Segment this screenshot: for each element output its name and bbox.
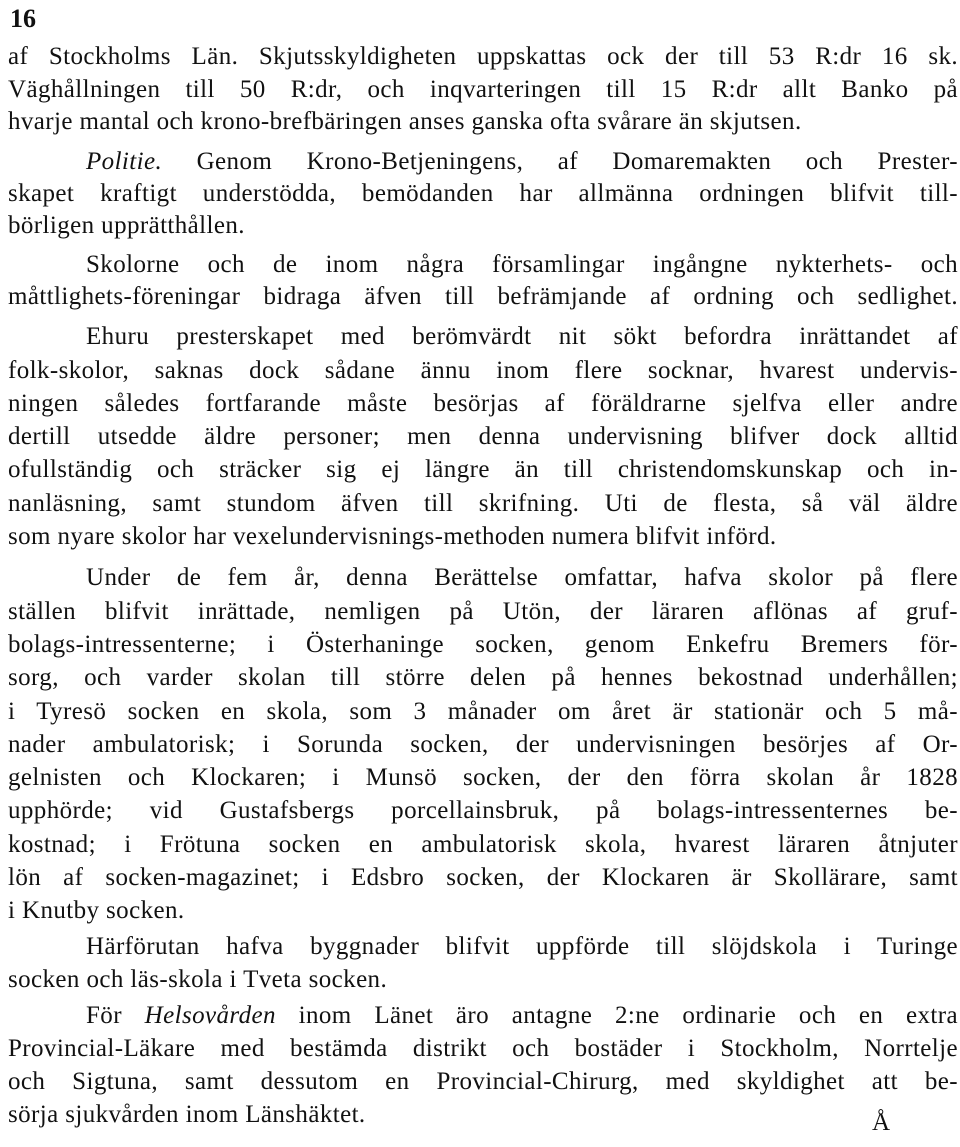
- text-line: sorg, och varder skolan till större delen på hennes bekostnad underhållen;: [8, 663, 958, 691]
- page-number: 16: [10, 4, 36, 33]
- text-line: ställen blifvit inrättade, nemligen på Utön, der läraren aflönas af gruf-: [8, 597, 958, 625]
- text-line: och Sigtuna, samt dessutom en Provincial-Chirurg, med skyldighet att be-: [8, 1067, 958, 1095]
- text-line: Väghållningen till 50 R:dr, och inqvarteringen till 15 R:dr allt Banko på: [8, 76, 958, 104]
- text-line: af Stockholms Län. Skjutsskyldigheten uppskattas ock der till 53 R:dr 16 sk.: [8, 43, 958, 70]
- text-line: folk-skolor, saknas dock sådane ännu inom flere socknar, hvarest undervis-: [8, 356, 958, 384]
- text-line: dertill utsedde äldre personer; men denna undervisning blifver dock alltid: [8, 422, 958, 450]
- text-line: i Tyresö socken en skola, som 3 månader om året är stationär och 5 må-: [8, 697, 958, 725]
- text-line: Provincial-Läkare med bestämda distrikt och bostäder i Stockholm, Norrtelje: [8, 1034, 958, 1062]
- text-line: som nyare skolor har vexelundervisnings-methoden numera blifvit införd.: [8, 523, 777, 551]
- catchword: Å: [872, 1109, 891, 1136]
- text-line: ofullständig och sträcker sig ej längre än till christendomskunskap och in-: [8, 456, 958, 483]
- text-span: inom Länet äro antagne 2:ne ordinarie och en extra: [298, 1001, 958, 1029]
- text-line: upphörde; vid Gustafsbergs porcellainsbruk, på bolags-intressenternes be-: [8, 797, 958, 825]
- text-line: måttlighets-föreningar bidraga äfven till befrämjande af ordning och sedlighet.: [8, 283, 958, 311]
- section-heading-helsovarden: Helsovården: [144, 1001, 276, 1029]
- text-line: [86, 1001, 958, 1031]
- text-span: För: [86, 1001, 122, 1029]
- text-line: skapet kraftigt understödda, bemödanden har allmänna ordningen blifvit till-: [8, 180, 958, 208]
- text-line: Skolorne och de inom några församlingar ingångne nykterhets- och: [86, 250, 958, 278]
- text-line: gelnisten och Klockaren; i Munsö socken, der den förra skolan år 1828: [8, 764, 958, 792]
- text-line: lön af socken-magazinet; i Edsbro socken, der Klockaren är Skollärare, samt: [8, 863, 958, 891]
- text-line: kostnad; i Frötuna socken en ambulatorisk skola, hvarest läraren åtnjuter: [8, 830, 958, 858]
- text-line: ningen således fortfarande måste besörjas af föräldrarne sjelfva eller andre: [8, 389, 958, 417]
- text-line: [86, 147, 958, 177]
- text-line: nanläsning, samt stundom äfven till skrifning. Uti de flesta, så väl äldre: [8, 490, 958, 517]
- text-line: Härförutan hafva byggnader blifvit uppförde till slöjdskola i Turinge: [86, 932, 958, 960]
- text-line: Ehuru presterskapet med berömvärdt nit sökt befordra inrättandet af: [86, 323, 958, 351]
- text-line: bolags-intressenterne; i Österhaninge socken, genom Enkefru Bremers för-: [8, 630, 958, 658]
- text-span: Genom Krono-Betjeningens, af Domaremakten och Prester-: [196, 147, 959, 175]
- text-line: hvarje mantal och krono-brefbäringen anses ganska ofta svårare än skjutsen.: [8, 108, 802, 136]
- text-line: nader ambulatorisk; i Sorunda socken, der undervisningen besörjes af Or-: [8, 731, 958, 758]
- text-line: Under de fem år, denna Berättelse omfattar, hafva skolor på flere: [86, 564, 958, 592]
- text-line: socken och läs-skola i Tveta socken.: [8, 965, 388, 993]
- text-line: i Knutby socken.: [8, 896, 185, 924]
- text-line: sörja sjukvården inom Länshäktet.: [8, 1101, 366, 1128]
- text-line: börligen upprätthållen.: [8, 212, 245, 240]
- section-heading-politie: Politie.: [86, 147, 163, 175]
